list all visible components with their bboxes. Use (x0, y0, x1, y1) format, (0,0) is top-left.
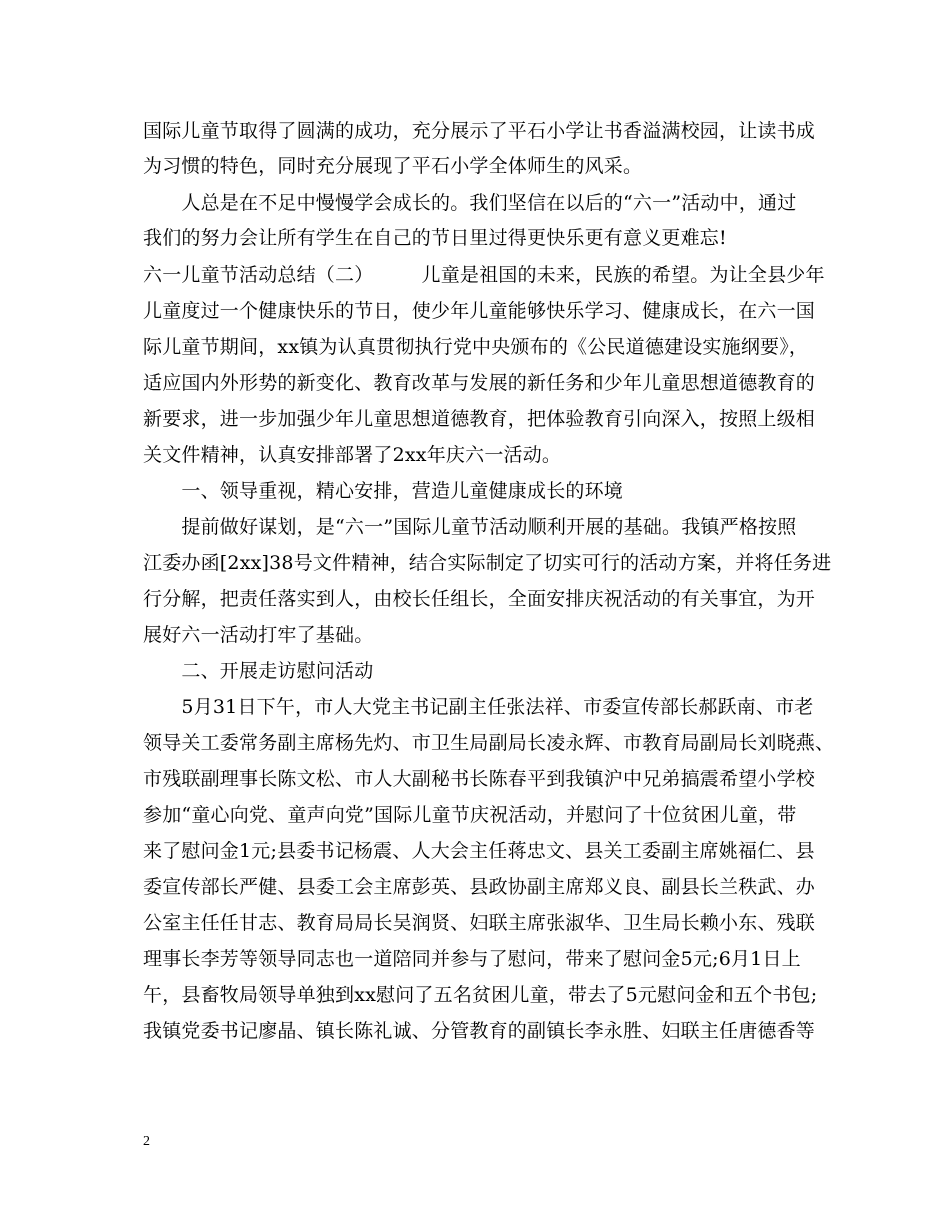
text-line: 新要求，进一步加强少年儿童思想道德教育，把体验教育引向深入，按照上级相 (143, 408, 816, 430)
text-line: 人总是在不足中慢慢学会成长的。我们坚信在以后的“六一”活动中，通过 (143, 192, 797, 214)
text-line: 来了慰问金1元;县委书记杨震、人大会主任蒋忠文、县关工委副主席姚福仁、县 (143, 840, 815, 862)
text-line: 江委办函[2xx]38号文件精神，结合实际制定了切实可行的活动方案，并将任务进 (143, 552, 832, 574)
subheading-line: 一、领导重视，精心安排，营造儿童健康成长的环境 (143, 480, 624, 502)
text-line: 际儿童节期间，xx镇为认真贯彻执行党中央颁布的《公民道德建设实施纲要》， (143, 336, 809, 358)
text-line: 儿童度过一个健康快乐的节日，使少年儿童能够快乐学习、健康成长，在六一国 (143, 300, 816, 322)
text-line: 为习惯的特色，同时充分展现了平石小学全体师生的风采。 (143, 155, 643, 177)
text-line: 行分解，把责任落实到人，由校长任组长，全面安排庆祝活动的有关事宜，为开 (143, 588, 816, 610)
text-line: 5月31日下午，市人大党主书记副主任张法祥、市委宣传部长郝跃南、市老 (143, 696, 814, 718)
text-line: 委宣传部长严健、县委工会主席彭英、县政协副主席郑义良、副县长兰秩武、办 (143, 876, 816, 898)
text-line: 市残联副理事长陈文松、市人大副秘书长陈春平到我镇沪中兄弟搞震希望小学校 (143, 768, 816, 790)
subheading-line: 二、开展走访慰问活动 (143, 660, 374, 682)
text-line: 展好六一活动打牢了基础。 (143, 624, 374, 646)
text-line: 理事长李芳等领导同志也一道陪同并参与了慰问，带来了慰问金5元;6月1日上 (143, 948, 801, 970)
section-heading-line: 六一儿童节活动总结（二） 儿童是祖国的未来，民族的希望。为让全县少年 (143, 264, 825, 286)
text-line: 我镇党委书记廖晶、镇长陈礼诚、分管教育的副镇长李永胜、妇联主任唐德香等 (143, 1020, 816, 1042)
text-line: 午，县畜牧局领导单独到xx慰问了五名贫困儿童，带去了5元慰问金和五个书包; (143, 984, 818, 1006)
text-line: 关文件精神，认真安排部署了2xx年庆六一活动。 (143, 444, 562, 466)
text-line: 国际儿童节取得了圆满的成功，充分展示了平石小学让书香溢满校园，让读书成 (143, 120, 816, 142)
text-line: 公室主任任甘志、教育局局长吴润贤、妇联主席张淑华、卫生局长赖小东、残联 (143, 912, 816, 934)
text-line: 领导关工委常务副主席杨先灼、市卫生局副局长凌永辉、市教育局副局长刘晓燕、 (143, 732, 835, 754)
text-line: 我们的努力会让所有学生在自己的节日里过得更快乐更有意义更难忘! (143, 227, 727, 249)
text-line: 提前做好谋划，是“六一”国际儿童节活动顺利开展的基础。我镇严格按照 (143, 516, 797, 538)
text-line: 适应国内外形势的新变化、教育改革与发展的新任务和少年儿童思想道德教育的 (143, 372, 816, 394)
page-number: 2 (143, 1134, 150, 1149)
text-line: 参加“童心向党、童声向党”国际儿童节庆祝活动，并慰问了十位贫困儿童，带 (143, 804, 797, 826)
